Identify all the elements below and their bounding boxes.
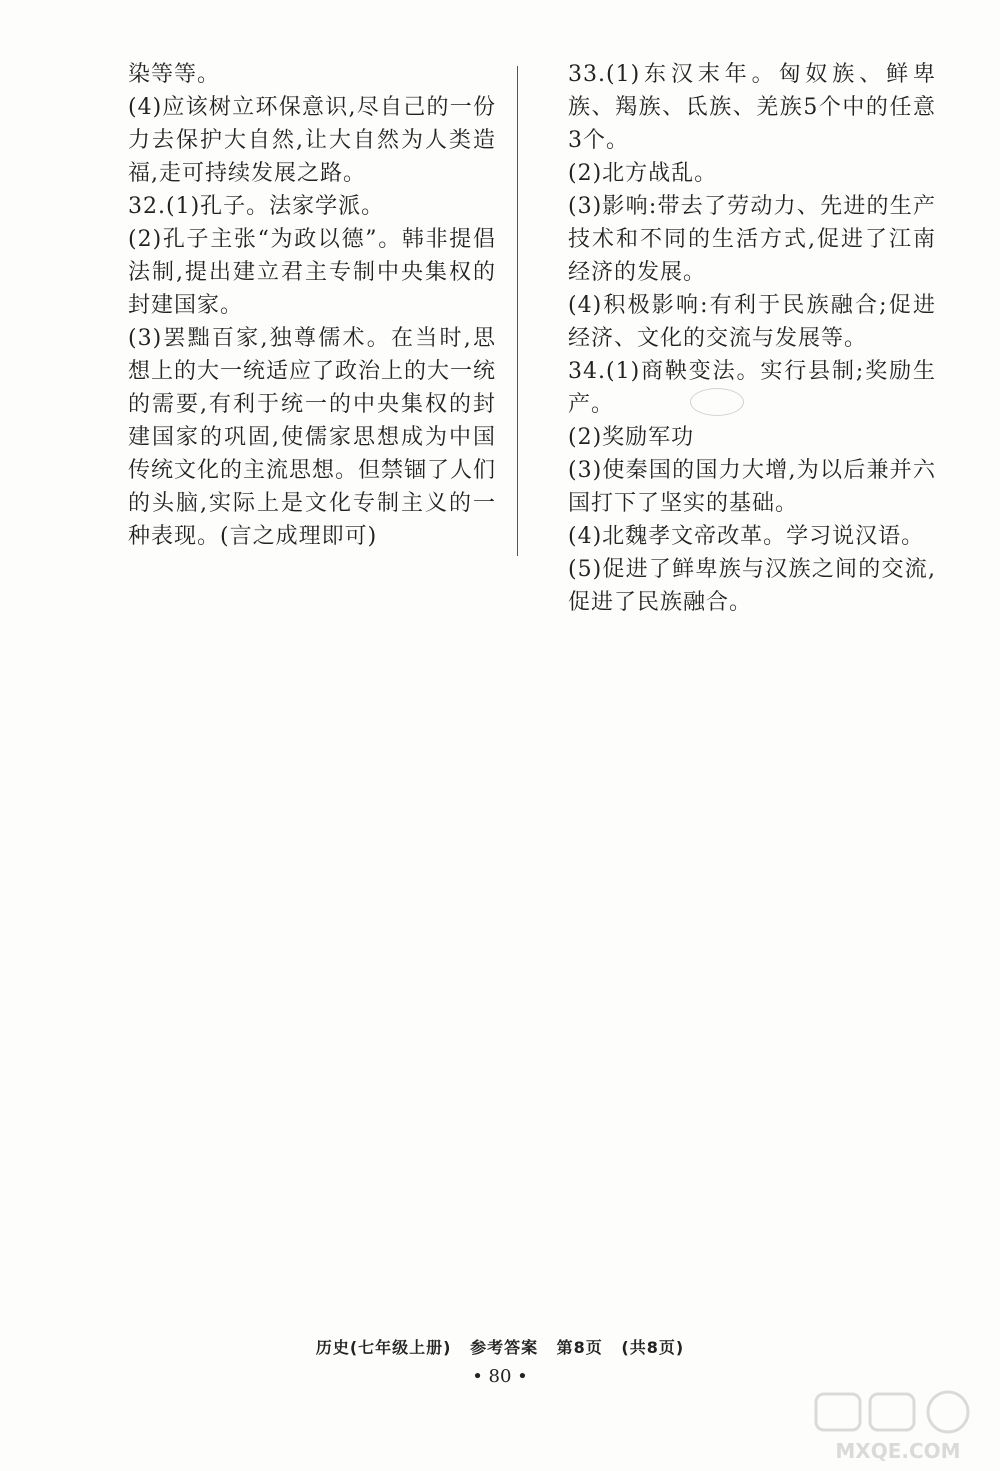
column-divider (517, 66, 518, 556)
watermark-text: MXQE.COM (835, 1439, 961, 1463)
answer-paragraph: (2)孔子主张“为政以德”。韩非提倡法制,提出建立君主专制中央集权的封建国家。 (128, 227, 496, 318)
watermark-logo (808, 1390, 988, 1465)
answer-paragraph: (2)北方战乱。 (568, 161, 718, 186)
answer-paragraph: 染等等。 (128, 62, 221, 87)
footer-page: 第8页 (556, 1338, 603, 1357)
answer-paragraph: 32.(1)孔子。法家学派。 (128, 194, 385, 219)
answer-paragraph: 33.(1)东汉末年。匈奴族、鲜卑族、羯族、氐族、羌族5个中的任意3个。 (568, 62, 936, 153)
footer-subject: 历史(七年级上册) (315, 1338, 452, 1357)
faint-stamp (690, 388, 744, 416)
right-column (568, 58, 936, 619)
left-column (128, 58, 496, 553)
footer-section: 参考答案 (470, 1338, 539, 1357)
answer-paragraph: (3)影响:带去了劳动力、先进的生产技术和不同的生活方式,促进了江南经济的发展。 (568, 194, 936, 285)
answer-paragraph: (5)促进了鲜卑族与汉族之间的交流,促进了民族融合。 (568, 557, 936, 615)
footer-total: (共8页) (621, 1338, 685, 1357)
answer-paragraph: 34.(1)商鞅变法。实行县制;奖励生产。 (568, 359, 936, 417)
answer-paragraph: (2)奖励军功 (568, 425, 695, 450)
answer-paragraph: (4)积极影响:有利于民族融合;促进经济、文化的交流与发展等。 (568, 293, 936, 351)
answer-paragraph: (3)使秦国的国力大增,为以后兼并六国打下了坚实的基础。 (568, 458, 936, 516)
answer-paragraph: (3)罢黜百家,独尊儒术。在当时,思想上的大一统适应了政治上的大一统的需要,有利于统一的中央集权的封建国家的巩固,使儒家思想成为中国传统文化的主流思想。但禁锢了人们的头脑,实际上是文化专制主义的一种表现。(言之成理即可) (128, 326, 497, 549)
answer-paragraph: (4)应该树立环保意识,尽自己的一份力去保护大自然,让大自然为人类造福,走可持续发展之路。 (128, 95, 496, 186)
page-footer (0, 1335, 1000, 1358)
page-number: • 80 • (472, 1366, 528, 1387)
answer-paragraph: (4)北魏孝文帝改革。学习说汉语。 (568, 524, 925, 549)
